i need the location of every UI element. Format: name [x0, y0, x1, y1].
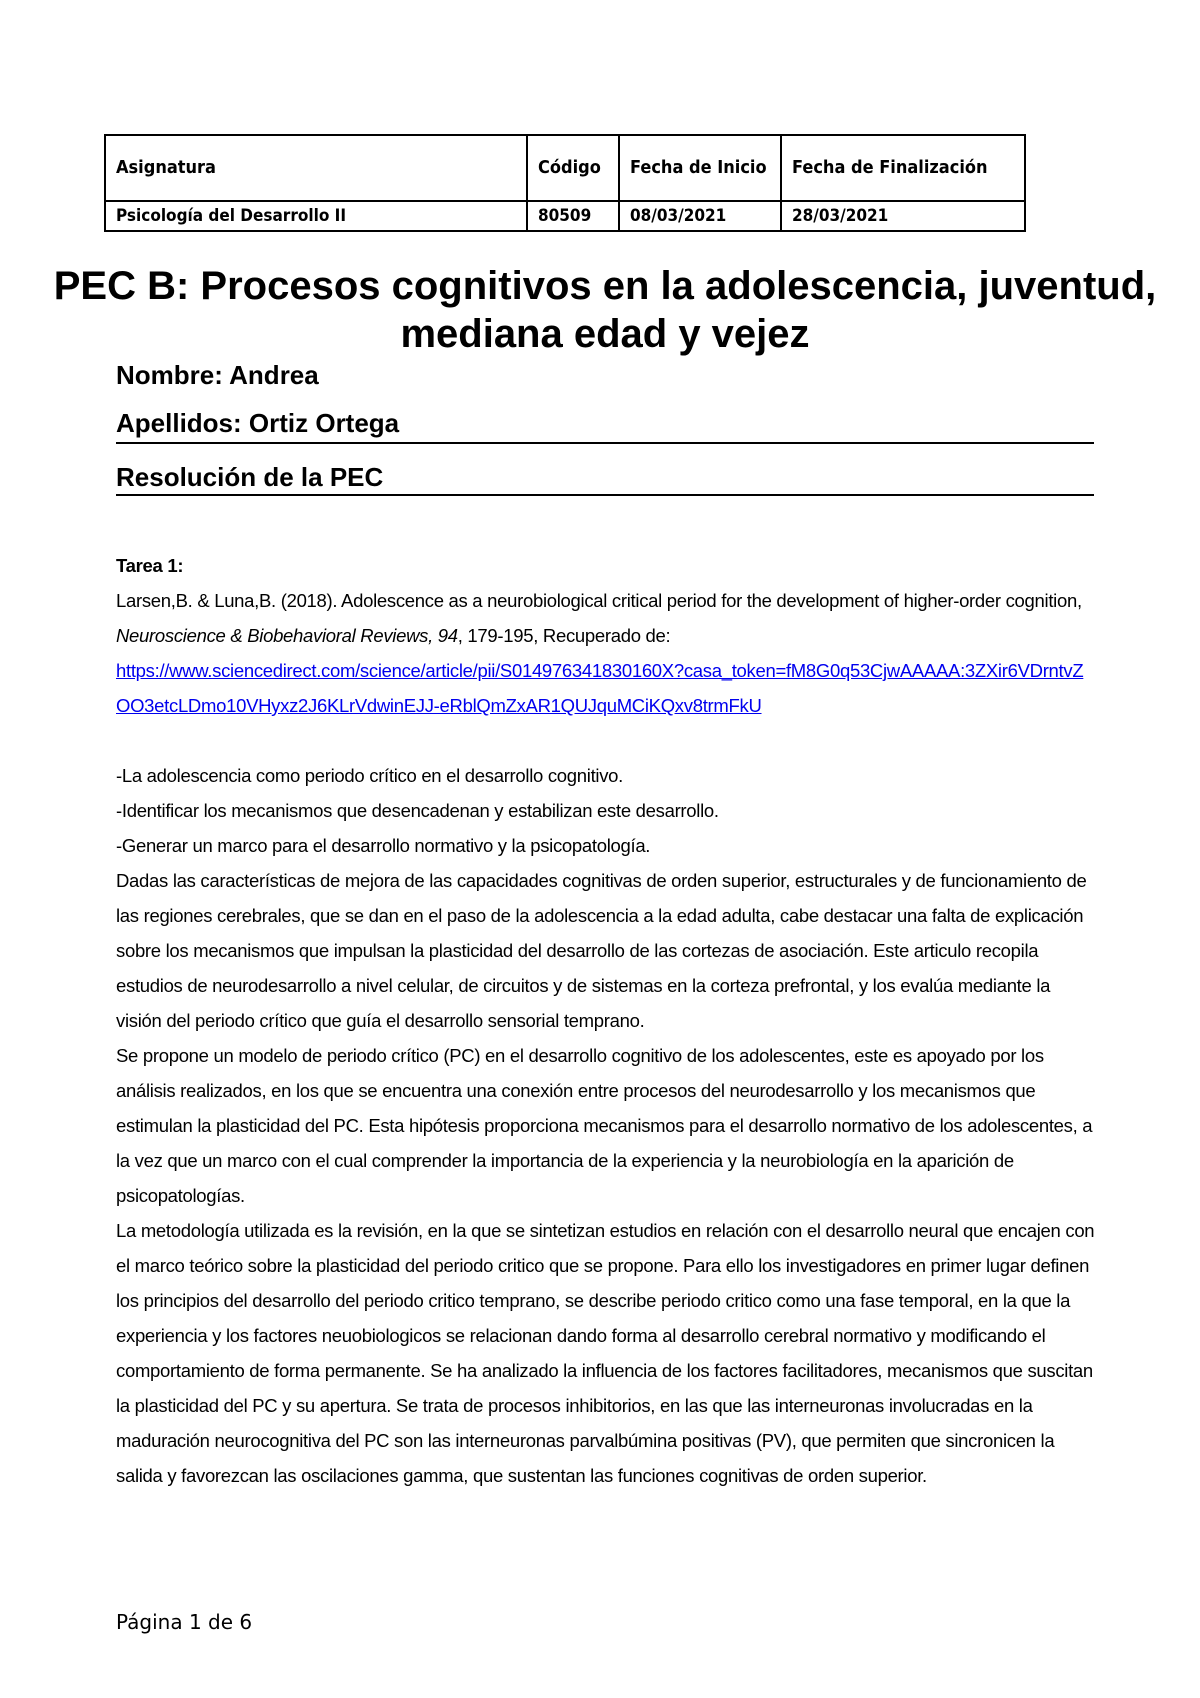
paragraph: La metodología utilizada es la revisión, en la que se sintetizan estudios en relación con el desarrollo neural que encajen con el marco teórico sobre la plasticidad del periodo critico que se propone. Para ello los investigadores en primer lugar definen los principios del desarrollo del periodo critico temprano, se describe periodo critico como una fase temporal, en la que la experiencia y los factores neuobiologicos se relacionan dando forma al desarrollo cerebral normativo y modificando el comportamiento de forma permanente. Se ha analizado la influencia de los factores facilitadores, mecanismos que suscitan la plasticidad del PC y su apertura. Se trata de procesos inhibitorios, en las que las interneuronas involucradas en la maduración neurocognitiva del PC son las interneuronas parvalbúmina positivas (PV), que permiten que sincronicen la salida y favorezcan las oscilaciones gamma, que sustentan las funciones cognitivas de orden superior. [116, 1220, 1095, 1486]
bullet: -La adolescencia como periodo crítico en el desarrollo cognitivo. [116, 765, 624, 786]
header-codigo: Código [527, 135, 619, 201]
reference-pages: , 179-195, Recuperado de: [457, 625, 671, 646]
header-fecha-fin: Fecha de Finalización [781, 135, 1025, 201]
student-name: Nombre: Andrea [116, 360, 319, 390]
reference [116, 583, 1096, 723]
paragraph: Dadas las características de mejora de las capacidades cognitivas de orden superior, estructurales y de funcionamiento de las regiones cerebrales, que se dan en el paso de la adolescencia a la edad adulta, cabe destacar una falta de explicación sobre los mecanismos que impulsan la plasticidad del desarrollo de las cortezas de asociación. Este articulo recopila estudios de neurodesarrollo a nivel celular, de circuitos y de sistemas en la corteza prefrontal, y los evalúa mediante la visión del periodo crítico que guía el desarrollo sensorial temprano. [116, 870, 1087, 1031]
divider [116, 494, 1094, 496]
body-text [116, 548, 1096, 1493]
value-fecha-inicio: 08/03/2021 [619, 201, 781, 231]
course-info-table [104, 134, 1026, 232]
bullet: -Generar un marco para el desarrollo normativo y la psicopatología. [116, 835, 651, 856]
reference-link[interactable]: https://www.sciencedirect.com/science/article/pii/S014976341830160X?casa_token=fM8G0q53CjwAAAAA:3ZXir6VDrntvZOO3etcLDmo10VHyxz2J6KLrVdwinEJJ-eRblQmZxAR1QUJquMCiKQxv8trmFkU [116, 660, 1084, 716]
task-heading: Tarea 1: [116, 555, 184, 576]
spacer [116, 723, 1096, 758]
header-fecha-inicio: Fecha de Inicio [619, 135, 781, 201]
page-number: Página 1 de 6 [116, 1610, 253, 1634]
reference-journal: Neuroscience & Biobehavioral Reviews, 94 [116, 625, 458, 646]
section-heading: Resolución de la PEC [116, 462, 384, 492]
value-codigo: 80509 [527, 201, 619, 231]
divider [116, 442, 1094, 444]
header-asignatura: Asignatura [105, 135, 527, 201]
student-surname: Apellidos: Ortiz Ortega [116, 408, 400, 438]
paragraph: Se propone un modelo de periodo crítico (PC) en el desarrollo cognitivo de los adolescentes, este es apoyado por los análisis realizados, en los que se encuentra una conexión entre procesos del neurodesarrollo y los mecanismos que estimulan la plasticidad del PC. Esta hipótesis proporciona mecanismos para el desarrollo normativo de los adolescentes, a la vez que un marco con el cual comprender la importancia de la experiencia y la neurobiología en la aparición de psicopatologías. [116, 1045, 1093, 1206]
bullet: -Identificar los mecanismos que desencadenan y estabilizan este desarrollo. [116, 800, 719, 821]
document-title: PEC B: Procesos cognitivos en la adolescencia, juventud, mediana edad y vejez [53, 264, 1157, 356]
reference-authors: Larsen,B. & Luna,B. (2018). Adolescence as a neurobiological critical period for the development of higher-order cognition, [116, 590, 1082, 611]
value-fecha-fin: 28/03/2021 [781, 201, 1025, 231]
value-asignatura: Psicología del Desarrollo II [105, 201, 527, 231]
